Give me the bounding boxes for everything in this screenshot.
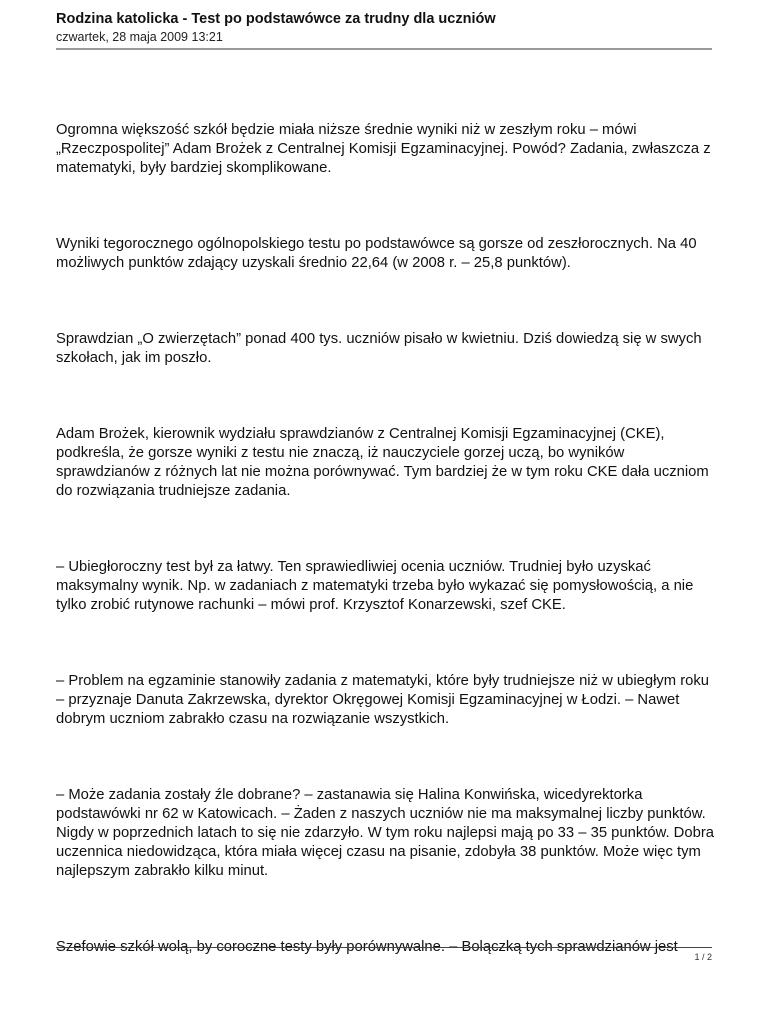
paragraph: Sprawdzian „O zwierzętach” ponad 400 tys. uczniów pisało w kwietniu. Dziś dowiedzą się w swych szkołach, jak im poszło. (56, 331, 702, 366)
paragraph: Szefowie szkół wolą, by coroczne testy były porównywalne. – Bolączką tych sprawdzianów jest (56, 939, 678, 955)
document-header (56, 10, 712, 45)
document-title: Rodzina katolicka - Test po podstawówce za trudny dla uczniów (56, 11, 496, 27)
paragraph: Adam Brożek, kierownik wydziału sprawdzianów z Centralnej Komisji Egzaminacyjnej (CKE), podkreśla, że gorsze wyniki z testu nie znaczą, iż nauczyciele gorzej uczą, bo wyników sprawdzianów z różnych lat nie można porównywać. Tym bardziej że w tym roku CKE dała uczniom do rozwiązania trudniejsze zadania. (56, 426, 709, 499)
header-divider (56, 48, 712, 50)
paragraph: – Ubiegłoroczny test był za łatwy. Ten sprawiedliwiej ocenia uczniów. Trudniej było uzyskać maksymalny wynik. Np. w zadaniach z matematyki trzeba było wykazać się pomysłowością, a nie tylko zrobić rutynowe rachunki – mówi prof. Krzysztof Konarzewski, szef CKE. (56, 559, 694, 613)
article-body (56, 121, 716, 1014)
paragraph: – Problem na egzaminie stanowiły zadania z matematyki, które były trudniejsze niż w ubiegłym roku – przyznaje Danuta Zakrzewska, dyrektor Okręgowej Komisji Egzaminacyjnej w Łodzi. – Nawet dobrym uczniom zabrakło czasu na rozwiązanie wszystkich. (56, 673, 709, 727)
footer-divider (56, 947, 712, 948)
paragraph: – Może zadania zostały źle dobrane? – zastanawia się Halina Konwińska, wicedyrektorka podstawówki nr 62 w Katowicach. – Żaden z naszych uczniów nie ma maksymalnej liczby punktów. Nigdy w poprzednich latach to się nie zdarzyło. W tym roku najlepsi mają po 33 – 35 punktów. Dobra uczennica niedowidząca, która miała więcej czasu na pisanie, zdobyła 38 punktów. Może więc tym najlepszym zabrakło kilku minut. (56, 787, 714, 879)
paragraph: Wyniki tegorocznego ogólnopolskiego testu po podstawówce są gorsze od zeszłorocznych. Na 40 możliwych punktów zdający uzyskali średnio 22,64 (w 2008 r. – 25,8 punktów). (56, 236, 697, 271)
page-number: 1 / 2 (694, 952, 712, 962)
document-date: czwartek, 28 maja 2009 13:21 (56, 30, 223, 44)
paragraph: Ogromna większość szkół będzie miała niższe średnie wyniki niż w zeszłym roku – mówi „Rzeczpospolitej” Adam Brożek z Centralnej Komisji Egzaminacyjnej. Powód? Zadania, zwłaszcza z matematyki, były bardziej skomplikowane. (56, 122, 711, 176)
